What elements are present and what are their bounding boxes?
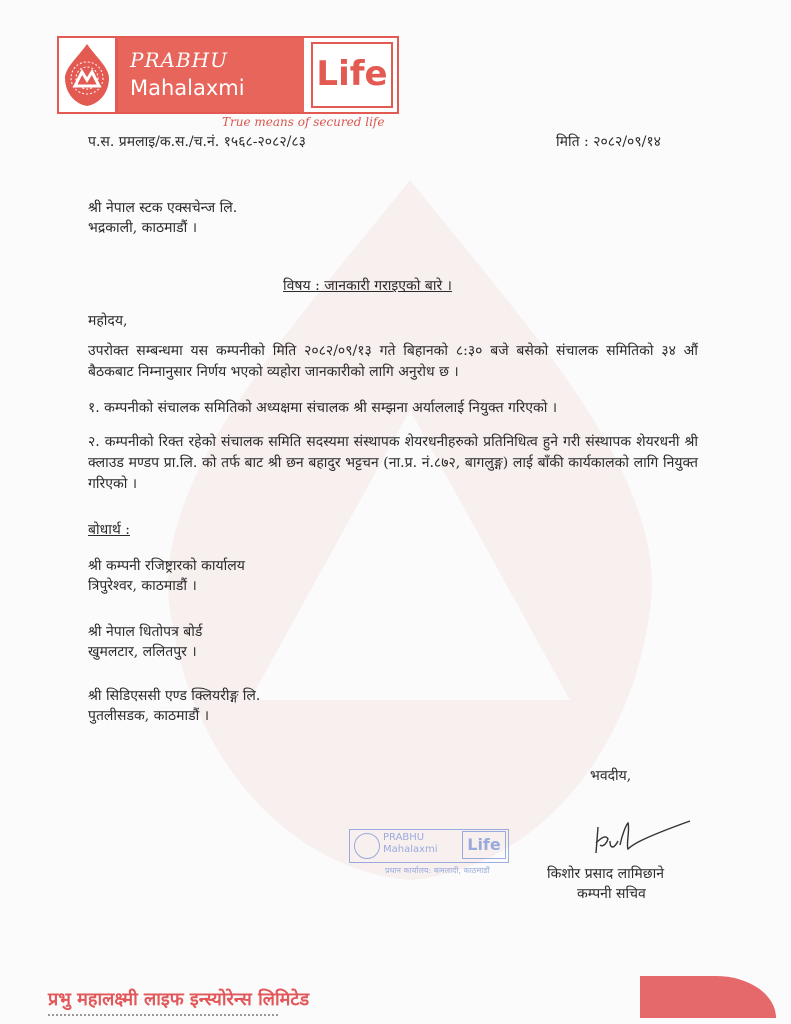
logo-emblem — [59, 38, 118, 112]
cc-item-2-address: खुमलटार, ललितपुर । — [88, 644, 197, 660]
stamp-brand-line2: Mahalaxmi — [383, 844, 438, 855]
body-point-1: १. कम्पनीको संचालक समितिको अध्यक्षमा संचालक श्री सम्झना अर्याललाई नियुक्त गरिएको । — [88, 400, 558, 416]
body-intro: उपरोक्त सम्बन्धमा यस कम्पनीको मिति २०८२/०९/१३ गते बिहानको ८:३० बजे बसेको संचालक समितिको ३४ औं बैठकबाट निम्नानुसार निर्णय भएको व्यहोरा जानकारीको लागि अनुरोध छ । — [88, 343, 698, 380]
salutation: महोदय, — [88, 313, 128, 329]
signature — [592, 815, 692, 857]
cc-heading: बोधार्थ : — [88, 522, 130, 538]
logo-brand-mahalaxmi: Mahalaxmi — [130, 76, 245, 100]
signer-name: किशोर प्रसाद लामिछाने — [547, 866, 664, 882]
stamp-brand-line1: PRABHU — [383, 832, 425, 843]
logo-tagline: True means of secured life — [222, 115, 385, 129]
body-point-2: २. कम्पनीको रिक्त रहेको संचालक समिति सदस्यमा संस्थापक शेयरधनीहरुको प्रतिनिधित्व हुने गरी संस्थापक शेयरधनी श्री क्लाउड मण्डप प्रा.लि. को तर्फ बाट श्री छन बहादुर भट्टचन (ना.प्र. नं.८७२, बागलुङ्ग) लाई बाँकी कार्यकालको लागि नियुक्त गरिएको । — [88, 434, 698, 492]
recipient-name: श्री नेपाल स्टक एक्सचेन्ज लि. — [88, 200, 238, 216]
company-logo — [57, 36, 399, 114]
cc-item-1-address: त्रिपुरेश्वर, काठमाडौं । — [88, 578, 197, 594]
letter-date: मिति : २०८२/०९/१४ — [556, 134, 661, 150]
subject-line: विषय : जानकारी गराइएको बारे । — [283, 278, 452, 294]
logo-name-box — [118, 38, 304, 112]
cc-item-3-name: श्री सिडिएससी एण्ड क्लियरीङ्ग लि. — [88, 688, 261, 704]
signer-title: कम्पनी सचिव — [577, 886, 646, 902]
cc-item-3-address: पुतलीसडक, काठमाडौं । — [88, 708, 210, 724]
stamp-brand — [383, 832, 438, 856]
reference-number: प.स. प्रमलाइ/क.स./च.नं. १५६८-२०८२/८३ — [88, 134, 306, 150]
stamp-emblem-icon — [354, 833, 380, 859]
cc-item-1-name: श्री कम्पनी रजिष्ट्रारको कार्यालय — [88, 558, 245, 574]
footer-address-line — [48, 1014, 278, 1018]
recipient-address: भद्रकाली, काठमाडौं । — [88, 220, 198, 236]
company-stamp — [349, 829, 511, 875]
sign-off: भवदीय, — [590, 768, 632, 784]
stamp-life: Life — [462, 831, 506, 859]
mountain-emblem-icon — [59, 38, 115, 112]
cc-item-2-name: श्री नेपाल धितोपत्र बोर्ड — [88, 624, 203, 640]
stamp-address: प्रधान कार्यालय: कमलादी, काठमाडौं — [385, 866, 490, 875]
logo-life: Life — [311, 42, 393, 108]
footer-decorative-bar — [640, 976, 776, 1018]
logo-brand-prabhu: PRABHU — [130, 48, 228, 72]
footer-company-name: प्रभु महालक्ष्मी लाइफ इन्स्योरेन्स लिमिटेड — [48, 989, 310, 1010]
